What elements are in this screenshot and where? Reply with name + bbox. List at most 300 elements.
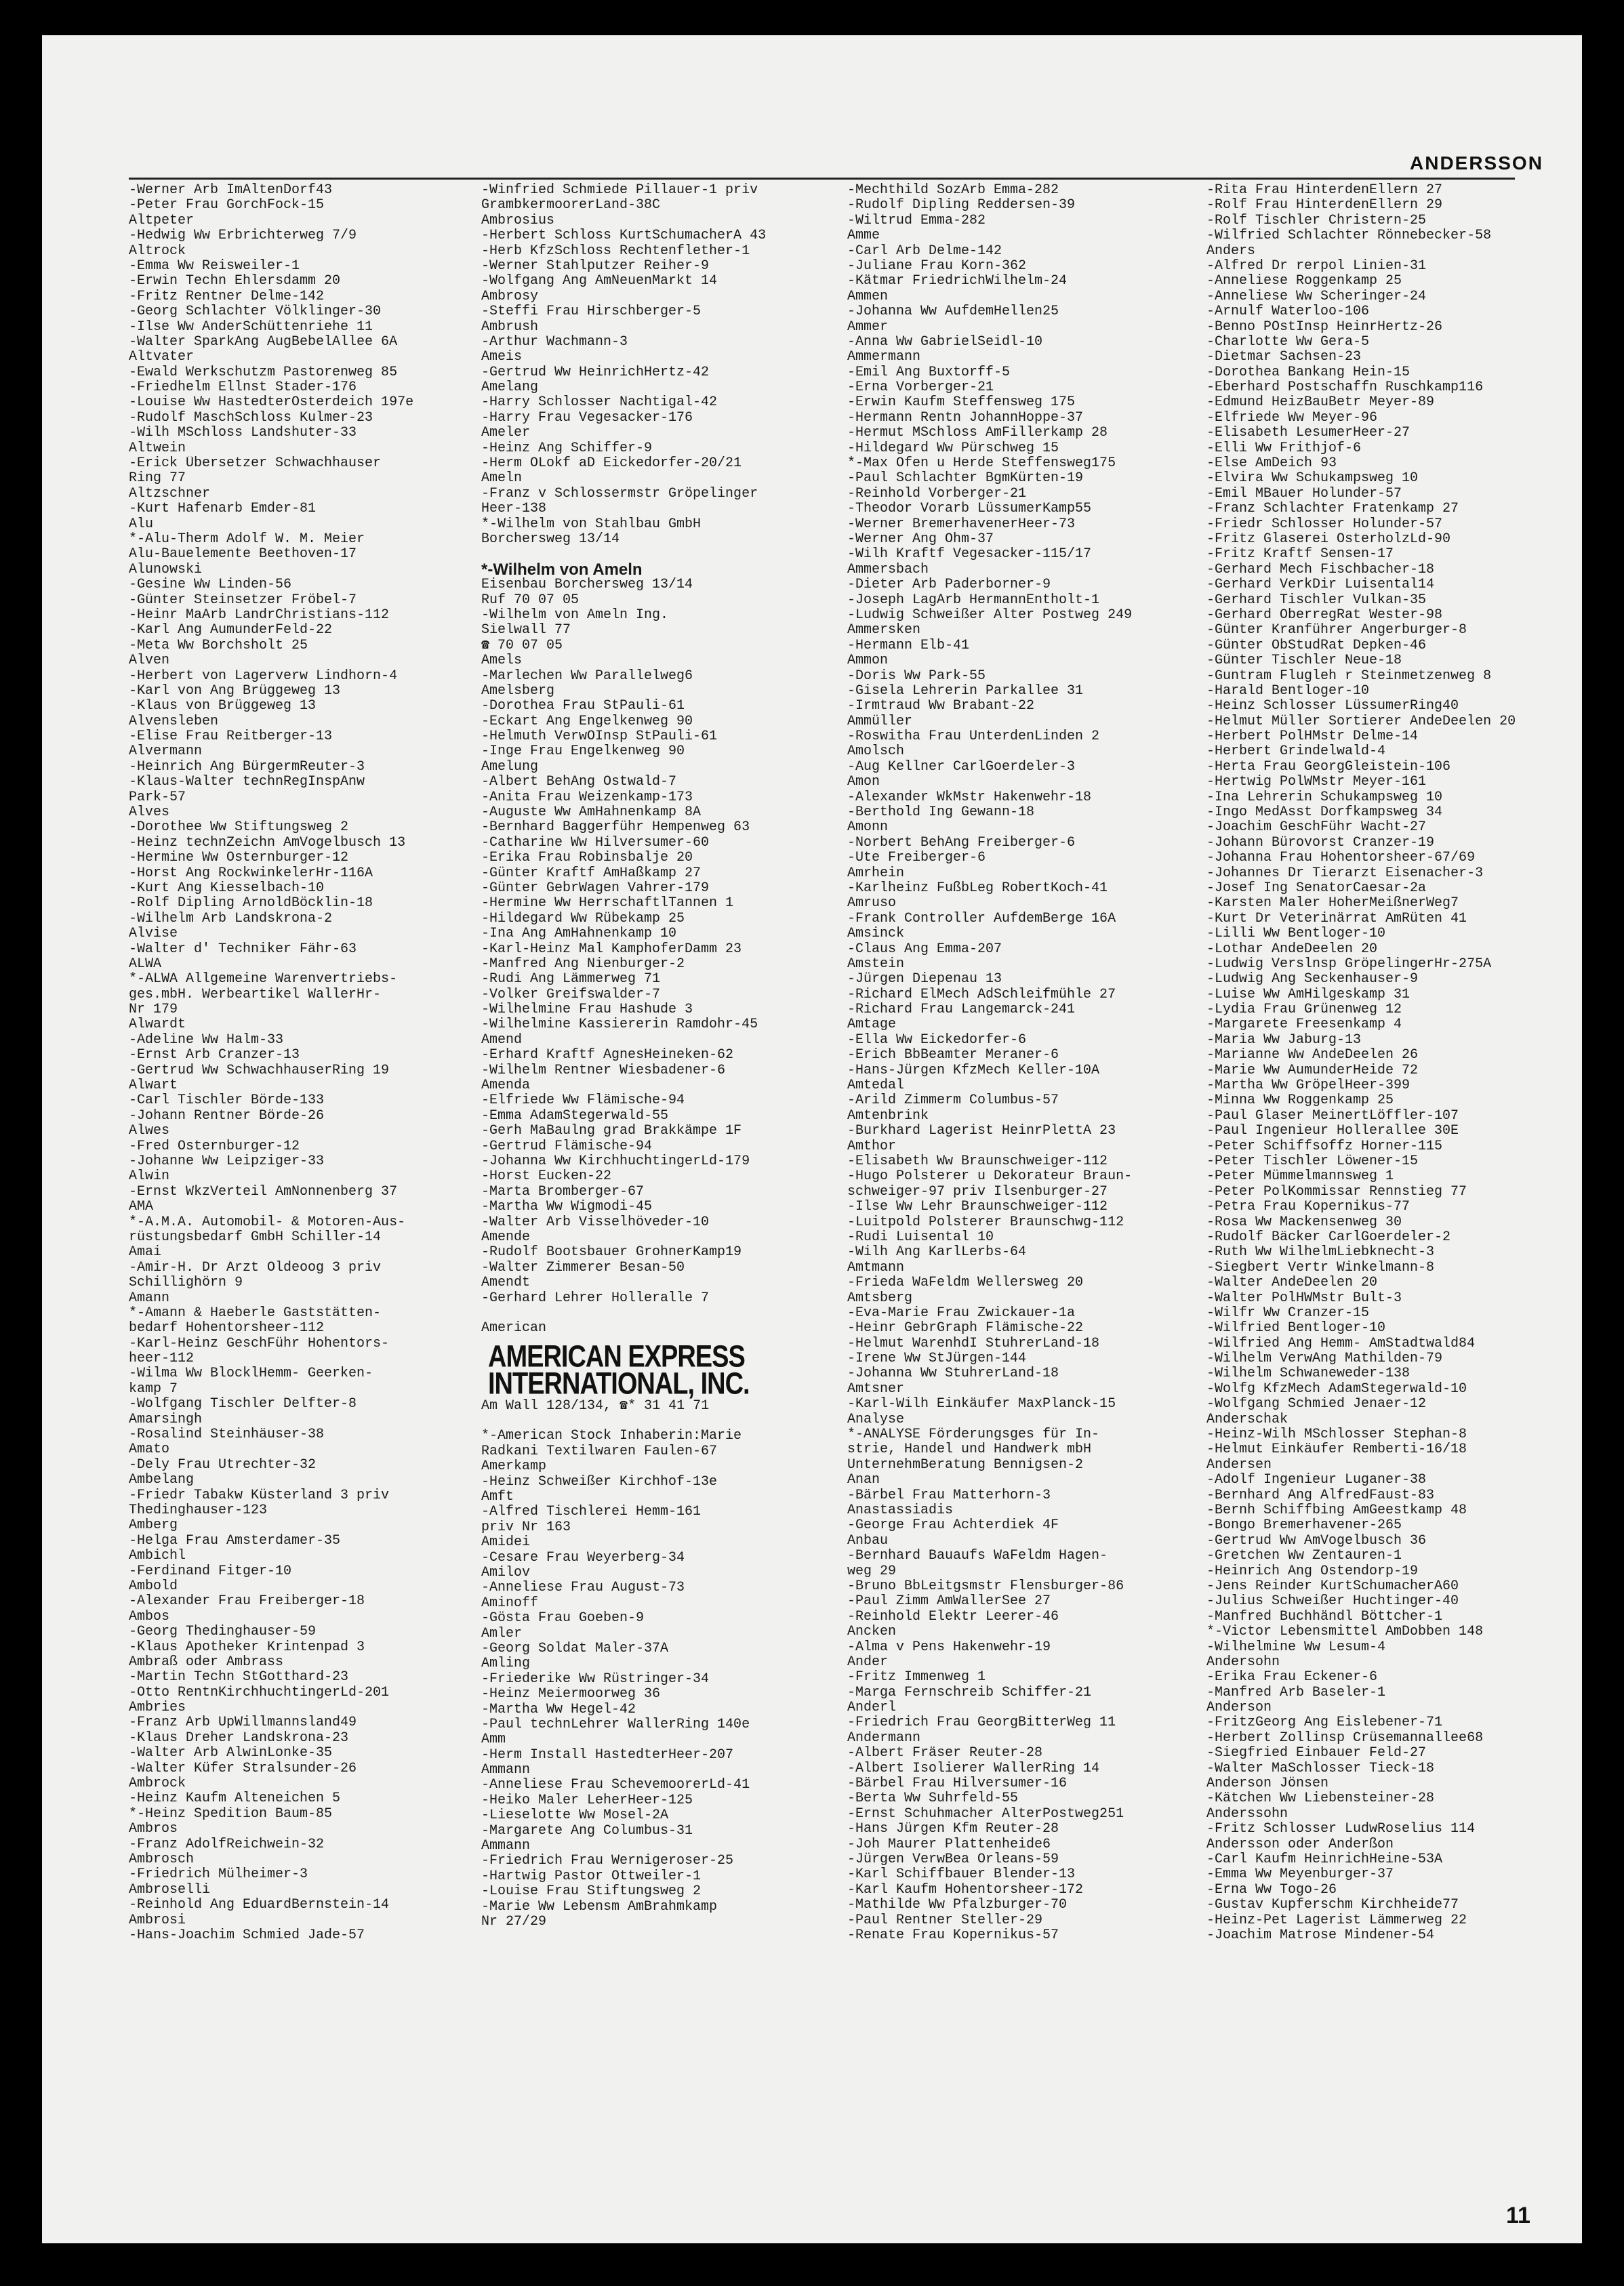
directory-entry: -Johanna Frau Hohentorsheer-67/69 (1206, 851, 1476, 866)
directory-entry: -Margarete Ang Columbus-31 (481, 1823, 693, 1839)
surname-heading: Anderson Jönsen (1206, 1776, 1329, 1792)
surname-heading: Amarsingh (129, 1412, 203, 1427)
directory-entry: -Klaus von Brüggeweg 13 (129, 699, 317, 714)
directory-entry: -Rolf Frau HinterdenEllern 29 (1206, 198, 1443, 213)
directory-entry: -Louise Frau Stiftungsweg 2 (481, 1884, 702, 1900)
directory-entry: -Peter PolKommissar Rennstieg 77 (1206, 1184, 1467, 1200)
directory-entry: -Marianne Ww AndeDeelen 26 (1206, 1048, 1419, 1063)
directory-entry: ges.mbH. Werbeartikel WallerHr- (129, 987, 382, 1002)
directory-entry: -Dorothea Frau StPauli-61 (481, 699, 685, 714)
surname-heading: Anders (1206, 243, 1256, 259)
directory-entry: -Wolfg KfzMech AdamStegerwald-10 (1206, 1381, 1467, 1397)
directory-entry: -Ernst WkzVerteil AmNonnenberg 37 (129, 1184, 398, 1200)
directory-entry: -Albert Isolierer WallerRing 14 (847, 1761, 1100, 1776)
surname-heading: Ambos (129, 1609, 170, 1625)
directory-entry: -Reinhold Ang EduardBernstein-14 (129, 1898, 390, 1913)
surname-heading: Amruso (847, 896, 897, 912)
directory-entry: -Ewald Werkschutzm Pastorenweg 85 (129, 365, 398, 380)
directory-entry: -Wilfried Ang Hemm- AmStadtwald84 (1206, 1336, 1476, 1351)
directory-entry: -Arild Zimmerm Columbus-57 (847, 1093, 1059, 1109)
surname-heading: Anderl (847, 1700, 897, 1716)
directory-entry: -Walter d' Techniker Fähr-63 (129, 941, 357, 957)
directory-entry: -Dorothea Bankang Hein-15 (1206, 365, 1410, 380)
directory-entry: -Günter GebrWagen Vahrer-179 (481, 880, 710, 896)
directory-entry: -Horst Ang RockwinkelerHr-116A (129, 865, 373, 881)
surname-heading: Altpeter (129, 213, 195, 228)
directory-entry: Ring 77 (129, 471, 186, 487)
directory-entry: -Bärbel Frau Matterhorn-3 (847, 1488, 1051, 1503)
surname-heading: Amthor (847, 1139, 897, 1154)
directory-entry: -Friedhelm Ellnst Stader-176 (129, 380, 357, 396)
surname-heading: Amels (481, 653, 523, 669)
directory-entry: -Franz Arb UpWillmannsland49 (129, 1715, 357, 1731)
directory-entry: kamp 7 (129, 1381, 178, 1397)
directory-entry: strie, Handel und Handwerk mbH (847, 1442, 1092, 1458)
directory-entry: -Hermut MSchloss AmFillerkamp 28 (847, 426, 1108, 441)
directory-entry: -Franz Schlachter Fratenkamp 27 (1206, 502, 1459, 517)
header-rule (129, 178, 1515, 180)
directory-entry: -Gisela Lehrerin Parkallee 31 (847, 683, 1084, 699)
directory-entry: -Ludwig Verslnsp GröpelingerHr-275A (1206, 956, 1492, 972)
surname-heading: Amelang (481, 380, 539, 396)
directory-entry: -Herm OLokf aD Eickedorfer-20/21 (481, 456, 742, 472)
directory-entry: -George Frau Achterdiek 4F (847, 1518, 1059, 1534)
directory-entry: -Emma Ww Meyenburger-37 (1206, 1867, 1394, 1883)
directory-entry: -Harry Schlosser Nachtigal-42 (481, 395, 718, 411)
american-express-ad (488, 1339, 766, 1401)
directory-entry: -Winfried Schmiede Pillauer-1 priv (481, 183, 758, 198)
directory-entry: -Gesine Ww Linden-56 (129, 577, 292, 593)
directory-entry: -Elisabeth LesumerHeer-27 (1206, 426, 1410, 441)
directory-entry: -Emma AdamStegerwald-55 (481, 1108, 669, 1124)
directory-entry: Eisenbau Borchersweg 13/14 (481, 577, 693, 593)
directory-entry: -Ingo MedAsst Dorfkampsweg 34 (1206, 805, 1443, 821)
directory-entry: -Paul Zimm AmWallerSee 27 (847, 1594, 1051, 1610)
directory-entry: -Hugo Polsterer u Dekorateur Braun- (847, 1169, 1133, 1185)
directory-entry: -Günter Kraftf AmHaßkamp 27 (481, 865, 702, 881)
surname-heading: Amft (481, 1490, 514, 1505)
directory-entry: -Helga Frau Amsterdamer-35 (129, 1533, 341, 1549)
directory-entry: -Günter Steinsetzer Fröbel-7 (129, 592, 357, 608)
directory-entry: -Heinz technZeichn AmVogelbusch 13 (129, 835, 406, 851)
surname-heading: Aminoff (481, 1595, 539, 1611)
directory-entry: -Joseph LagArb HermannEntholt-1 (847, 592, 1100, 608)
directory-entry: -Herb KfzSchloss Rechtenflether-1 (481, 243, 750, 259)
surname-heading: Amtedal (847, 1078, 905, 1094)
directory-entry: *-ANALYSE Förderungsges für In- (847, 1427, 1100, 1443)
surname-heading: Analyse (847, 1412, 905, 1427)
directory-entry: -Wilhelmine Kassiererin Ramdohr-45 (481, 1017, 758, 1033)
directory-entry: -Johanna Ww StuhrerLand-18 (847, 1366, 1059, 1382)
directory-entry: -Heinz-Pet Lagerist Lämmerweg 22 (1206, 1913, 1467, 1928)
surname-heading: Ameler (481, 426, 531, 441)
surname-heading: Amenda (481, 1078, 531, 1094)
directory-entry: -Walter Arb Visselhöveder-10 (481, 1215, 710, 1230)
directory-entry: -Heinrich Ang BürgermReuter-3 (129, 759, 365, 775)
directory-entry: -Rudolf Bootsbauer GrohnerKamp19 (481, 1245, 742, 1261)
directory-entry: -Rudolf Bäcker CarlGoerdeler-2 (1206, 1229, 1451, 1245)
directory-entry: -Friederike Ww Rüstringer-34 (481, 1671, 710, 1687)
directory-entry: -Paul Glaser MeinertLöffler-107 (1206, 1108, 1459, 1124)
directory-entry: -Wilhelmine Frau Hashude 3 (481, 1002, 693, 1018)
directory-entry: -Walter AndeDeelen 20 (1206, 1275, 1378, 1291)
directory-entry: -Peter Mümmelmannsweg 1 (1206, 1169, 1394, 1185)
surname-heading: Amtsberg (847, 1290, 913, 1306)
directory-entry: weg 29 (847, 1564, 897, 1579)
surname-heading: Alunowski (129, 562, 203, 577)
directory-entry: -Arthur Wachmann-3 (481, 334, 628, 350)
directory-entry: -Karl Ang AumunderFeld-22 (129, 623, 333, 638)
directory-entry: -Gerh MaBaulng grad Brakkämpe 1F (481, 1124, 742, 1139)
directory-entry: -Eberhard Postschaffn Ruschkamp116 (1206, 380, 1484, 396)
directory-entry: -Frank Controller AufdemBerge 16A (847, 911, 1116, 926)
directory-entry: -Ernst Arb Cranzer-13 (129, 1048, 300, 1063)
amex-ad-line-1: AMERICAN EXPRESS (488, 1339, 745, 1374)
directory-entry: -Wilfried Bentloger-10 (1206, 1321, 1386, 1336)
directory-entry: -Herm Install HastedterHeer-207 (481, 1747, 734, 1763)
directory-entry: -Karl Schiffbauer Blender-13 (847, 1867, 1076, 1883)
surname-heading: Amtsner (847, 1381, 905, 1397)
directory-entry: -Friedr Tabakw Küsterland 3 priv (129, 1488, 390, 1503)
directory-entry: -Heinz Kaufm Alteneichen 5 (129, 1791, 341, 1807)
directory-entry: -Johanna Ww AufdemHellen25 (847, 304, 1059, 320)
directory-entry: -Herbert von Lagerverw Lindhorn-4 (129, 668, 398, 684)
directory-entry: -Martin Techn StGotthard-23 (129, 1670, 349, 1686)
directory-entry: -Herta Frau GeorgGleistein-106 (1206, 759, 1451, 775)
directory-entry: -Peter Schiffsoffz Horner-115 (1206, 1139, 1443, 1154)
directory-entry: -Otto RentnKirchhuchtingerLd-201 (129, 1685, 390, 1700)
directory-entry: Sielwall 77 (481, 623, 571, 638)
surname-heading: Altrock (129, 243, 186, 259)
directory-entry: *-Max Ofen u Herde Steffensweg175 (847, 456, 1116, 472)
directory-entry: -Heiko Maler LeherHeer-125 (481, 1793, 693, 1808)
directory-entry: -Alma v Pens Hakenwehr-19 (847, 1639, 1051, 1655)
directory-entry: -Rudolf MaschSchloss Kulmer-23 (129, 410, 373, 426)
surname-heading: Anderssohn (1206, 1806, 1288, 1822)
directory-entry: -Irene Ww StJürgen-144 (847, 1351, 1027, 1367)
directory-entry: -Johanna Ww KirchhuchtingerLd-179 (481, 1154, 750, 1169)
directory-entry: -Norbert BehAng Freiberger-6 (847, 835, 1076, 851)
surname-heading: Amme (847, 228, 880, 244)
directory-entry: -Frieda WaFeldm Wellersweg 20 (847, 1275, 1084, 1291)
directory-entry: -Lydia Frau Grünenweg 12 (1206, 1002, 1402, 1018)
directory-entry: -Charlotte Ww Gera-5 (1206, 334, 1370, 350)
surname-heading: Amidei (481, 1535, 531, 1551)
directory-entry: -Peter Tischler Löwener-15 (1206, 1154, 1419, 1169)
directory-entry: -Herbert Grindelwald-4 (1206, 744, 1386, 760)
directory-entry: -Gösta Frau Goeben-9 (481, 1611, 645, 1627)
directory-entry: -Volker Greifswalder-7 (481, 987, 661, 1002)
directory-entry: -Franz v Schlossermstr Gröpelinger (481, 486, 758, 502)
directory-entry: -Ilse Ww AnderSchüttenriehe 11 (129, 319, 373, 335)
directory-entry: -Wilhelm Schwaneweder-138 (1206, 1366, 1410, 1382)
directory-entry: -Erich BbBeamter Meraner-6 (847, 1048, 1059, 1063)
surname-heading: Amonn (847, 820, 889, 836)
directory-entry: -Johannes Dr Tierarzt Eisenacher-3 (1206, 865, 1484, 881)
surname-heading: Andermann (847, 1730, 921, 1746)
directory-entry: -Erika Frau Eckener-6 (1206, 1670, 1378, 1686)
directory-entry: -Wolfgang Tischler Delfter-8 (129, 1397, 357, 1412)
directory-entry: -Bernhard Baggerführ Hempenweg 63 (481, 820, 750, 836)
directory-entry: -Renate Frau Kopernikus-57 (847, 1927, 1059, 1943)
directory-entry: -Georg Thedinghauser-59 (129, 1625, 317, 1640)
surname-heading: Amelung (481, 759, 539, 775)
directory-entry: schweiger-97 priv Ilsenburger-27 (847, 1184, 1108, 1200)
directory-entry: Nr 179 (129, 1002, 178, 1018)
surname-heading: Amato (129, 1442, 170, 1458)
directory-entry: -Rolf Tischler Christern-25 (1206, 213, 1427, 228)
surname-heading: Amtenbrink (847, 1108, 929, 1124)
surname-heading: Ammermann (847, 350, 921, 365)
directory-entry: -Fritz Immenweg 1 (847, 1670, 986, 1686)
directory-entry: -Luitpold Polsterer Braunschwg-112 (847, 1215, 1124, 1230)
directory-entry: -Wolfgang Ang AmNeuenMarkt 14 (481, 274, 718, 289)
directory-entry: *-Wilhelm von Stahlbau GmbH (481, 516, 702, 532)
directory-entry: -Wilh Kraftf Vegesacker-115/17 (847, 547, 1092, 563)
directory-entry: -Joh Maurer Plattenheide6 (847, 1837, 1051, 1852)
directory-entry: -Paul Ingenieur Hollerallee 30E (1206, 1124, 1459, 1139)
surname-heading: Ander (847, 1654, 889, 1670)
directory-entry: -Heinr GebrGraph Flämische-22 (847, 1321, 1084, 1336)
directory-entry: -Kurt Ang Kiesselbach-10 (129, 880, 325, 896)
surname-heading: Ameln (481, 471, 523, 487)
directory-entry: -Lothar AndeDeelen 20 (1206, 941, 1378, 957)
directory-entry: -Heinz Schweißer Kirchhof-13e (481, 1474, 718, 1490)
directory-entry: -FritzGeorg Ang Eislebener-71 (1206, 1715, 1443, 1731)
directory-entry: -Werner BremerhavenerHeer-73 (847, 516, 1076, 532)
surname-heading: Amm (481, 1732, 506, 1748)
directory-entry: -Rudi Luisental 10 (847, 1229, 994, 1245)
directory-entry: -Fred Osternburger-12 (129, 1139, 300, 1154)
surname-heading: Ambroselli (129, 1882, 211, 1898)
surname-heading: Ambold (129, 1578, 178, 1594)
directory-entry: -Horst Eucken-22 (481, 1169, 612, 1185)
directory-entry: *-Alu-Therm Adolf W. M. Meier (129, 531, 365, 547)
directory-entry: -Karl-Heinz GeschFühr Hohentors- (129, 1336, 390, 1351)
directory-entry: Schillighörn 9 (129, 1275, 243, 1291)
directory-entry: -Manfred Arb Baseler-1 (1206, 1685, 1386, 1700)
directory-entry: -Elli Ww Frithjof-6 (1206, 441, 1362, 456)
surname-heading: Ambichl (129, 1549, 186, 1564)
directory-entry: -Emma Ww Reisweiler-1 (129, 258, 300, 274)
directory-entry: -Eva-Marie Frau Zwickauer-1a (847, 1305, 1076, 1321)
directory-entry: -Gertrud Ww SchwachhauserRing 19 (129, 1063, 390, 1078)
directory-entry: -Steffi Frau Hirschberger-5 (481, 304, 702, 320)
surname-heading: Ammüller (847, 714, 913, 729)
surname-heading: Ambelang (129, 1473, 195, 1488)
directory-entry: Park-57 (129, 790, 186, 805)
surname-heading: Ambrock (129, 1776, 186, 1792)
directory-entry: -Adolf Ingenieur Luganer-38 (1206, 1473, 1427, 1488)
surname-heading: Anderson (1206, 1700, 1272, 1716)
surname-heading: Ameis (481, 350, 523, 365)
surname-heading: Ammer (847, 319, 889, 335)
directory-entry: -Rudi Ang Lämmerweg 71 (481, 972, 661, 987)
directory-entry: -Ludwig Schweißer Alter Postweg 249 (847, 607, 1133, 623)
directory-entry: -Erick Übersetzer Schwachhauser (129, 456, 382, 472)
directory-entry: -Klaus Dreher Landskrona-23 (129, 1730, 349, 1746)
directory-entry: -Marie Ww AumunderHeide 72 (1206, 1063, 1419, 1078)
directory-entry: -Ludwig Ang Seckenhauser-9 (1206, 972, 1419, 987)
directory-entry: -Günter Tischler Neue-18 (1206, 653, 1402, 669)
directory-entry: *-Amann & Haeberle Gaststätten- (129, 1305, 382, 1321)
directory-entry: -Wilh MSchloss Landshuter-33 (129, 426, 357, 441)
directory-entry: -Doris Ww Park-55 (847, 668, 986, 684)
directory-entry: -Paul technLehrer WallerRing 140e (481, 1717, 750, 1732)
directory-entry: -Hertwig PolWMstr Meyer-161 (1206, 775, 1427, 790)
directory-entry: Thedinghauser-123 (129, 1503, 268, 1518)
directory-entry: -Kätmar FriedrichWilhelm-24 (847, 274, 1068, 289)
directory-entry: -Johann Bürovorst Cranzer-19 (1206, 835, 1435, 851)
directory-entry: -Werner Arb ImAltenDorf43 (129, 183, 333, 198)
directory-entry: -Maria Ww Jaburg-13 (1206, 1032, 1362, 1048)
directory-entry: -Berthold Ing Gewann-18 (847, 805, 1035, 821)
surname-heading: Ambrosy (481, 289, 539, 304)
directory-entry: -Wolfgang Schmied Jenaer-12 (1206, 1397, 1427, 1412)
directory-entry: -Eckart Ang Engelkenweg 90 (481, 714, 693, 729)
directory-entry: -Bongo Bremerhavener-265 (1206, 1518, 1402, 1534)
directory-entry: -Friedrich Frau Wernigeroser-25 (481, 1854, 734, 1869)
directory-entry: -Jürgen VerwBea Orleans-59 (847, 1852, 1059, 1867)
directory-entry: -Marlechen Ww Parallelweg6 (481, 668, 693, 684)
directory-entry: -Irmtraud Ww Brabant-22 (847, 699, 1035, 714)
directory-entry: ☎ 70 07 05 (481, 638, 563, 653)
surname-heading: Amann (129, 1290, 170, 1306)
directory-entry: -Marie Ww Lebensm AmBrahmkamp (481, 1899, 718, 1915)
directory-entry: -Catharine Ww Hilversumer-60 (481, 835, 710, 851)
directory-entry: -Ute Freiberger-6 (847, 851, 986, 866)
directory-entry: -Walter PolHWMstr Bult-3 (1206, 1290, 1402, 1306)
surname-heading: Anderschak (1206, 1412, 1288, 1427)
directory-entry: -Hans-Joachim Schmied Jade-57 (129, 1927, 365, 1943)
page-number: 11 (1506, 2203, 1530, 2228)
directory-entry: -Helmut WarenhdI StuhrerLand-18 (847, 1336, 1100, 1351)
directory-entry: -Ella Ww Eickedorfer-6 (847, 1032, 1027, 1048)
surname-heading: Ancken (847, 1625, 897, 1640)
surname-heading: AMA (129, 1200, 154, 1215)
directory-entry: -Günter Kranführer Angerburger-8 (1206, 623, 1467, 638)
directory-entry: -Erwin Kaufm Steffensweg 175 (847, 395, 1076, 411)
directory-entry: -Inge Frau Engelkenweg 90 (481, 744, 685, 760)
directory-entry: -Harry Frau Vegesacker-176 (481, 410, 693, 426)
directory-entry: -Kurt Dr Veterinärrat AmRüten 41 (1206, 911, 1467, 926)
directory-entry: -Walter MaSchlosser Tieck-18 (1206, 1761, 1435, 1776)
directory-entry: -Gretchen Ww Zentauren-1 (1206, 1549, 1402, 1564)
directory-entry: -Bernhard Bauaufs WaFeldm Hagen- (847, 1549, 1108, 1564)
directory-entry: -Franz AdolfReichwein-32 (129, 1837, 325, 1852)
directory-entry: -Richard ElMech AdSchleifmühle 27 (847, 987, 1116, 1002)
directory-entry: -Walter Zimmerer Besan-50 (481, 1260, 685, 1275)
ad-heading: *-Wilhelm von Ameln (481, 562, 643, 578)
surname-heading: Amon (847, 775, 880, 790)
directory-entry: -Gerhard Lehrer Holleralle 7 (481, 1290, 710, 1306)
directory-entry: -Albert Fräser Reuter-28 (847, 1746, 1043, 1761)
directory-entry: -Wilhelmine Ww Lesum-4 (1206, 1639, 1386, 1655)
directory-column-3 (847, 183, 1200, 1943)
directory-entry: -Heinz Ang Schiffer-9 (481, 441, 653, 456)
directory-entry: -Minna Ww Roggenkamp 25 (1206, 1093, 1394, 1109)
directory-entry: -Hermine Ww Osternburger-12 (129, 851, 349, 866)
directory-entry: -Carl Kaufm HeinrichHeine-53A (1206, 1852, 1443, 1867)
directory-entry: -Erika Frau Robinsbalje 20 (481, 851, 693, 866)
directory-entry: -Wilma Ww BlocklHemm- Geerken- (129, 1366, 373, 1382)
directory-entry: -Gerhard Tischler Vulkan-35 (1206, 592, 1427, 608)
directory-entry: -Paul Rentner Steller-29 (847, 1913, 1043, 1928)
directory-entry: Nr 27/29 (481, 1914, 547, 1930)
surname-heading: Andersohn (1206, 1654, 1280, 1670)
directory-entry: *-Heinz Spedition Baum-85 (129, 1806, 333, 1822)
directory-entry: -Ina Lehrerin Schukampsweg 10 (1206, 790, 1443, 805)
directory-entry: -Burkhard Lagerist HeinrPlettA 23 (847, 1124, 1116, 1139)
surname-heading: Amai (129, 1245, 162, 1261)
surname-heading: Ambries (129, 1700, 186, 1716)
directory-entry: -Rita Frau HinterdenEllern 27 (1206, 183, 1443, 198)
directory-entry: -Erna Ww Togo-26 (1206, 1882, 1337, 1898)
directory-entry: *-A.M.A. Automobil- & Motoren-Aus- (129, 1215, 406, 1230)
directory-entry: -Alexander Frau Freiberger-18 (129, 1594, 365, 1610)
directory-entry: -Alexander WkMstr Hakenwehr-18 (847, 790, 1092, 805)
directory-entry: -Martha Ww GröpelHeer-399 (1206, 1078, 1410, 1094)
directory-entry: -Berta Ww Suhrfeld-55 (847, 1791, 1019, 1807)
directory-entry: -Walter SparkAng AugBebelAllee 6A (129, 334, 398, 350)
surname-heading: Amstein (847, 956, 905, 972)
directory-entry: priv Nr 163 (481, 1519, 571, 1535)
directory-entry: -Auguste Ww AmHahnenkamp 8A (481, 805, 702, 821)
surname-heading: Alvensleben (129, 714, 219, 729)
directory-entry: -Reinhold Vorberger-21 (847, 486, 1027, 502)
directory-entry: -Marga Fernschreib Schiffer-21 (847, 1685, 1092, 1700)
directory-entry: -Gertrud Ww HeinrichHertz-42 (481, 365, 710, 380)
surname-heading: Amelsberg (481, 683, 555, 699)
directory-entry: -Heinrich Ang Ostendorp-19 (1206, 1564, 1419, 1579)
directory-entry: -Hildegard Ww Pürschweg 15 (847, 441, 1059, 456)
surname-heading: Ambrush (481, 319, 539, 335)
directory-entry: Heer-138 (481, 502, 547, 517)
directory-entry: -Walter Küfer Stralsunder-26 (129, 1761, 357, 1776)
directory-entry: -Carl Tischler Börde-133 (129, 1093, 325, 1109)
directory-entry: -Else AmDeich 93 (1206, 456, 1337, 472)
directory-entry: -Anneliese Frau SchevemoorerLd-41 (481, 1778, 750, 1793)
directory-entry: -Siegfried Einbauer Feld-27 (1206, 1746, 1427, 1761)
surname-heading: Amtmann (847, 1260, 905, 1275)
directory-entry: -Elisabeth Ww Braunschweiger-112 (847, 1154, 1108, 1169)
directory-entry: -Alfred Dr rerpol Linien-31 (1206, 258, 1427, 274)
directory-entry: -Cesare Frau Weyerberg-34 (481, 1550, 685, 1566)
directory-entry: -Emil MBauer Holunder-57 (1206, 486, 1402, 502)
directory-entry: -Rudolf Dipling Reddersen-39 (847, 198, 1076, 213)
directory-entry: -Rosa Ww Mackensenweg 30 (1206, 1215, 1402, 1230)
directory-entry: -Richard Frau Langemarck-241 (847, 1002, 1076, 1018)
surname-heading: Amilov (481, 1565, 531, 1580)
directory-entry: -Erhard Kraftf AgnesHeineken-62 (481, 1048, 734, 1063)
directory-entry: -Hartwig Pastor Ottweiler-1 (481, 1869, 702, 1884)
directory-entry: -Juliane Frau Korn-362 (847, 258, 1027, 274)
directory-entry: -Fritz Glaserei OsterholzLd-90 (1206, 531, 1451, 547)
surname-heading: Anbau (847, 1533, 889, 1549)
directory-entry: -Jürgen Diepenau 13 (847, 972, 1002, 987)
surname-heading: Andersen (1206, 1457, 1272, 1473)
directory-entry: -Gerhard OberregRat Wester-98 (1206, 607, 1443, 623)
surname-heading: Ambros (129, 1822, 178, 1837)
directory-entry: -Erna Vorberger-21 (847, 380, 994, 396)
directory-entry: -Hans-Jürgen KfzMech Keller-10A (847, 1063, 1100, 1078)
directory-entry: -Benno POstInsp HeinrHertz-26 (1206, 319, 1443, 335)
directory-entry: -Wilfried Schlachter Rönnebecker-58 (1206, 228, 1492, 244)
directory-entry: -Emil Ang Buxtorff-5 (847, 365, 1011, 380)
directory-entry: -Arnulf Waterloo-106 (1206, 304, 1370, 320)
surname-heading: Altwein (129, 441, 186, 456)
directory-entry: -Hermine Ww HerrschaftlTannen 1 (481, 896, 734, 912)
